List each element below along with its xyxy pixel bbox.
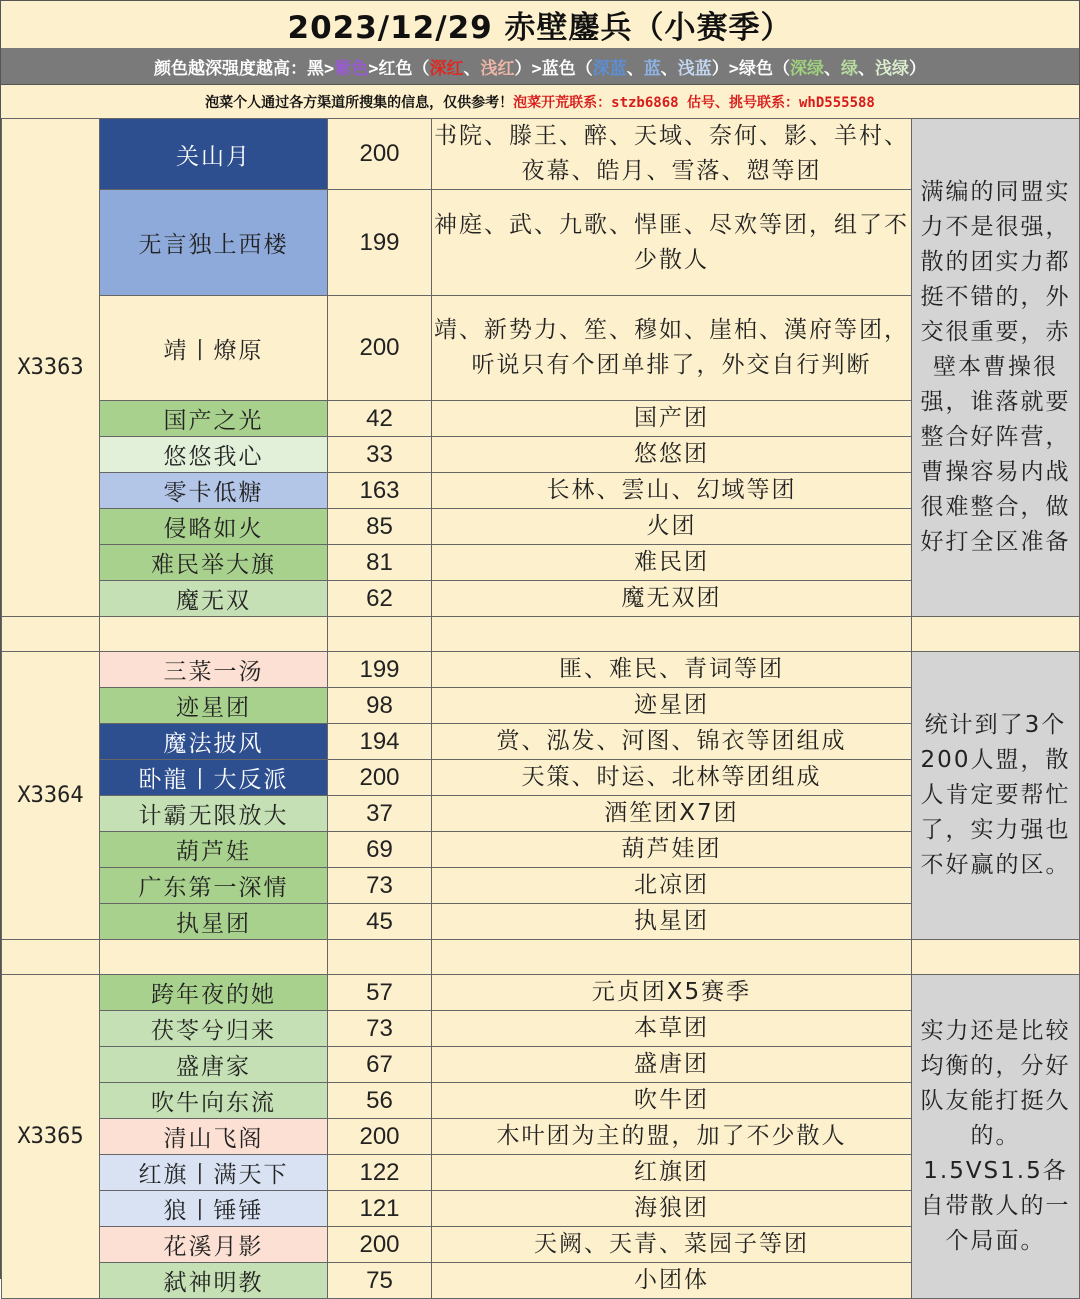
alliance-table	[1, 118, 1080, 1299]
server-comment: 实力还是比较均衡的，分好队友能打挺久的。1.5VS1.5各自带散人的一个局面。	[912, 975, 1080, 1299]
team-list: 本草团	[432, 1011, 912, 1047]
alliance-name: 计霸无限放大	[100, 796, 328, 832]
member-count: 62	[328, 581, 432, 617]
team-list: 木叶团为主的盟，加了不少散人	[432, 1119, 912, 1155]
legend-segment: 浅绿	[875, 58, 909, 79]
legend-segment: 绿	[841, 58, 858, 79]
team-list: 酒笙团X7团	[432, 796, 912, 832]
team-list: 难民团	[432, 545, 912, 581]
member-count: 200	[328, 119, 432, 190]
legend-segment: 、	[660, 58, 678, 79]
team-list: 魔无双团	[432, 581, 912, 617]
legend-segment: ）>绿色（	[711, 58, 790, 79]
empty-cell	[2, 940, 100, 975]
legend-segment: 紫色	[334, 58, 369, 79]
member-count: 194	[328, 724, 432, 760]
member-count: 200	[328, 296, 432, 401]
alliance-name: 魔无双	[100, 581, 328, 617]
team-list: 小团体	[432, 1263, 912, 1299]
member-count: 200	[328, 1227, 432, 1263]
team-list: 悠悠团	[432, 437, 912, 473]
note-contact: 泡菜开荒联系：stzb6868 估号、挑号联系：whD555588	[513, 94, 875, 111]
member-count: 67	[328, 1047, 432, 1083]
member-count: 37	[328, 796, 432, 832]
alliance-name: 红旗丨满天下	[100, 1155, 328, 1191]
team-list: 靖、新势力、笙、穆如、崖柏、漢府等团，听说只有个团单排了，外交自行判断	[432, 296, 912, 401]
alliance-name: 吹牛向东流	[100, 1083, 328, 1119]
info-note	[1, 85, 1079, 119]
alliance-name: 花溪月影	[100, 1227, 328, 1263]
team-list: 元贞团X5赛季	[432, 975, 912, 1011]
team-list: 长林、雲山、幻域等团	[432, 473, 912, 509]
member-count: 33	[328, 437, 432, 473]
member-count: 45	[328, 904, 432, 940]
member-count: 200	[328, 1119, 432, 1155]
alliance-name: 三菜一汤	[100, 652, 328, 688]
alliance-name: 清山飞阁	[100, 1119, 328, 1155]
alliance-name: 靖丨燎原	[100, 296, 328, 401]
legend-segment: 、	[626, 58, 644, 79]
legend-segment: 深绿	[790, 58, 824, 79]
server-id: X3363	[2, 119, 100, 617]
color-legend	[1, 48, 1079, 85]
legend-segment: 蓝	[643, 58, 661, 79]
alliance-name: 广东第一深情	[100, 868, 328, 904]
empty-cell	[2, 617, 100, 652]
member-count: 75	[328, 1263, 432, 1299]
team-list: 红旗团	[432, 1155, 912, 1191]
member-count: 56	[328, 1083, 432, 1119]
alliance-name: 跨年夜的她	[100, 975, 328, 1011]
team-list: 葫芦娃团	[432, 832, 912, 868]
alliance-name: 无言独上西楼	[100, 190, 328, 296]
team-list: 北凉团	[432, 868, 912, 904]
member-count: 163	[328, 473, 432, 509]
alliance-name: 国产之光	[100, 401, 328, 437]
note-disclaimer: 泡菜个人通过各方渠道所搜集的信息，仅供参考！	[205, 94, 514, 111]
alliance-name: 迹星团	[100, 688, 328, 724]
alliance-name: 弑神明教	[100, 1263, 328, 1299]
member-count: 200	[328, 760, 432, 796]
server-comment: 满编的同盟实力不是很强，散的团实力都挺不错的，外交很重要，赤壁本曹操很强，谁落就要整合好阵营，曹操容易内战很难整合，做好打全区准备	[912, 119, 1080, 617]
alliance-name: 侵略如火	[100, 509, 328, 545]
empty-cell	[912, 940, 1080, 975]
alliance-name: 难民举大旗	[100, 545, 328, 581]
team-list: 神庭、武、九歌、悍匪、尽欢等团，组了不少散人	[432, 190, 912, 296]
empty-cell	[100, 940, 328, 975]
table-row	[2, 975, 1080, 1011]
legend-segment: 颜色越深强度越高：黑>	[154, 58, 335, 79]
member-count: 85	[328, 509, 432, 545]
empty-cell	[912, 617, 1080, 652]
legend-segment: ）	[909, 58, 926, 79]
legend-segment: 深红	[429, 58, 464, 79]
alliance-name: 魔法披风	[100, 724, 328, 760]
legend-segment: 、	[824, 58, 841, 79]
team-list: 书院、滕王、醉、天域、奈何、影、羊村、夜幕、皓月、雪落、愬等团	[432, 119, 912, 190]
empty-cell	[328, 940, 432, 975]
member-count: 121	[328, 1191, 432, 1227]
team-list: 天阙、天青、菜园子等团	[432, 1227, 912, 1263]
table-row	[2, 119, 1080, 190]
alliance-name: 零卡低糖	[100, 473, 328, 509]
alliance-name: 狼丨锤锤	[100, 1191, 328, 1227]
alliance-name: 盛唐家	[100, 1047, 328, 1083]
team-list: 迹星团	[432, 688, 912, 724]
table-row	[2, 652, 1080, 688]
team-list: 盛唐团	[432, 1047, 912, 1083]
team-list: 赏、泓发、河图、锦衣等团组成	[432, 724, 912, 760]
member-count: 69	[328, 832, 432, 868]
team-list: 执星团	[432, 904, 912, 940]
team-list: 国产团	[432, 401, 912, 437]
empty-cell	[328, 617, 432, 652]
legend-segment: 深蓝	[592, 58, 627, 79]
legend-segment: 、	[858, 58, 875, 79]
alliance-name: 悠悠我心	[100, 437, 328, 473]
legend-segment: 浅红	[480, 58, 515, 79]
empty-cell	[432, 617, 912, 652]
member-count: 199	[328, 190, 432, 296]
alliance-name: 执星团	[100, 904, 328, 940]
team-list: 吹牛团	[432, 1083, 912, 1119]
member-count: 122	[328, 1155, 432, 1191]
legend-segment: ）>蓝色（	[514, 58, 593, 79]
team-list: 海狼团	[432, 1191, 912, 1227]
server-id: X3364	[2, 652, 100, 940]
team-list: 匪、难民、青词等团	[432, 652, 912, 688]
team-list: 天策、时运、北林等团组成	[432, 760, 912, 796]
sheet-title: 2023/12/29 赤壁鏖兵（小赛季）	[1, 1, 1079, 49]
member-count: 73	[328, 1011, 432, 1047]
member-count: 57	[328, 975, 432, 1011]
alliance-name: 茯苓兮归来	[100, 1011, 328, 1047]
legend-segment: >红色（	[368, 58, 430, 79]
team-list: 火团	[432, 509, 912, 545]
member-count: 42	[328, 401, 432, 437]
member-count: 73	[328, 868, 432, 904]
legend-segment: 、	[463, 58, 481, 79]
alliance-name: 关山月	[100, 119, 328, 190]
server-id: X3365	[2, 975, 100, 1299]
member-count: 81	[328, 545, 432, 581]
alliance-name: 葫芦娃	[100, 832, 328, 868]
legend-segment: 浅蓝	[677, 58, 712, 79]
server-comment: 统计到了3个200人盟，散人肯定要帮忙了，实力强也不好赢的区。	[912, 652, 1080, 940]
member-count: 199	[328, 652, 432, 688]
member-count: 98	[328, 688, 432, 724]
spacer-row	[2, 940, 1080, 975]
spacer-row	[2, 617, 1080, 652]
alliance-name: 卧龍丨大反派	[100, 760, 328, 796]
empty-cell	[432, 940, 912, 975]
empty-cell	[100, 617, 328, 652]
